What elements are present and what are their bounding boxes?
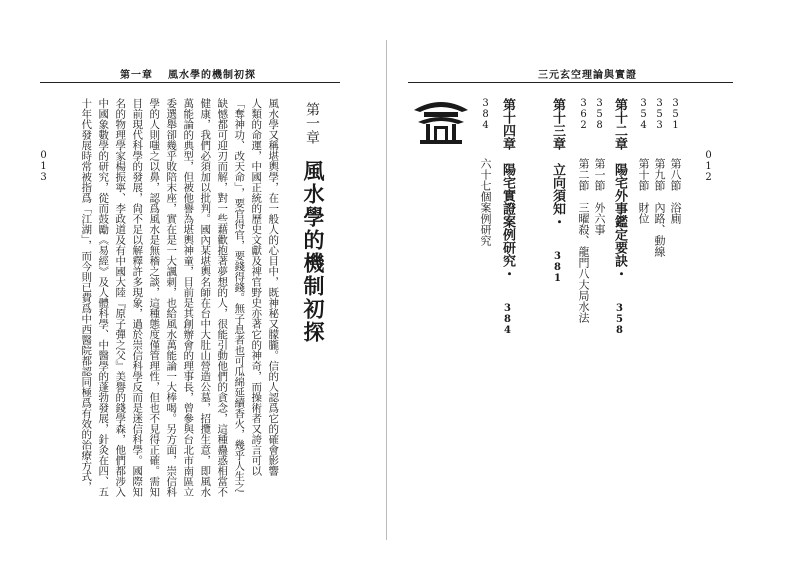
body-column: 萬能論的典型，但被他譽為堪輿神童，目前是其創辦會的理事長，曾參與台北市南區立 xyxy=(182,98,195,497)
toc-page: 354 xyxy=(638,98,649,131)
toc-entry[interactable] xyxy=(634,98,653,224)
toc-label: 第二節 三曜殺、龍門八大局水法 xyxy=(577,158,590,323)
body-column: 風水學又稱堪輿學，在一般人的心目中，既神秘又朦朧。信的人認爲它的確會影響 xyxy=(267,98,280,476)
toc-entry[interactable] xyxy=(476,98,495,246)
toc-page: 351 xyxy=(670,98,681,131)
right-page-number: 012 xyxy=(703,150,714,183)
toc-chapter-page: 381 xyxy=(552,251,563,284)
body-column: 健康，我們必須加以批判。國內某堪輿名師在台中大肚山營造公墓，招攬生意，即風水 xyxy=(199,98,212,497)
toc-chapter[interactable] xyxy=(498,98,517,336)
body-column: 人類的命運，中國正統的歷史文獻及禆官野史亦著它的神奇，而操術者又誇言可以 xyxy=(250,98,263,476)
left-page xyxy=(0,0,385,561)
left-header-chapter: 第一章 xyxy=(120,70,153,81)
toc-chapter-label: 第十四章 陽宅實證案例研究・ xyxy=(500,98,515,280)
chapter-title: 風水學的機制初探 xyxy=(301,160,326,344)
toc-chapter-label: 第十三章 立向須知・ xyxy=(550,98,565,228)
toc-page: 353 xyxy=(654,98,665,131)
toc-page: 384 xyxy=(480,98,491,131)
right-header-title: 三元玄空理論與實證 xyxy=(538,70,637,81)
pavilion-emblem-icon xyxy=(410,94,472,146)
body-column: 缺憾都可迎刃而解，對一些藉歡抱著夢想的人，很能引動他們的貪念，這種蠱惑相當不 xyxy=(216,98,229,497)
body-column: 十年代發展時常被指爲「江湖」，而今則已費爲中西醫院都認同極爲有效的治療方式， xyxy=(80,98,93,492)
toc-chapter-label: 第十二章 陽宅外事鑑定要訣・ xyxy=(612,98,627,280)
chapter-label: 第一章 xyxy=(304,102,320,144)
toc-label: 六十七個案例研究 xyxy=(479,158,492,246)
toc-label: 第八節 浴廁 xyxy=(669,158,682,224)
right-page xyxy=(388,0,793,561)
body-column: 中國象數學的研究，從而鼓勵《易經》及人體科學、中醫學的蓬勃發展，針灸在四、五 xyxy=(97,98,110,497)
toc-page: 358 xyxy=(594,98,605,131)
toc-chapter[interactable] xyxy=(548,98,567,284)
left-header-rule xyxy=(40,82,340,83)
body-column: 委選舉卻幾乎敗陪末座，實在是一大諷刺，也給風水萬能論一大棒喝。另方面，崇信科 xyxy=(165,98,178,497)
body-column: 學的人則嗤之以鼻，認爲風水是無稽之談，這種態度僅管理性，但也不見得正確。需知 xyxy=(148,98,161,497)
gutter-line xyxy=(386,40,387,540)
toc-page: 362 xyxy=(578,98,589,131)
toc-label: 第十節 財位 xyxy=(637,158,650,224)
body-column: 目前現代科學的發展，尙不足以解釋許多現象，過於崇信科學反而是迷信科學。國際知 xyxy=(131,98,144,497)
toc-label: 第一節 外六事 xyxy=(593,158,606,235)
left-header-title: 風水學的機制初探 xyxy=(168,70,256,81)
toc-entry[interactable] xyxy=(574,98,593,323)
left-page-number: 013 xyxy=(38,150,49,183)
toc-chapter-page: 384 xyxy=(502,303,513,336)
right-header-rule xyxy=(408,82,733,83)
toc-chapter[interactable] xyxy=(610,98,629,336)
body-column: 名的物理學家楊振寧、李政道及有中國大陸『原子彈之父』美譽的錢學森，他們都涉入 xyxy=(114,98,127,497)
toc-label: 第九節 內路、動線 xyxy=(653,158,666,257)
toc-chapter-page: 358 xyxy=(614,303,625,336)
body-column: 「奪神功、改天命」，要官得官，要錢得錢。無子息者也可瓜綿延續香火，幾乎人生之 xyxy=(233,98,246,492)
